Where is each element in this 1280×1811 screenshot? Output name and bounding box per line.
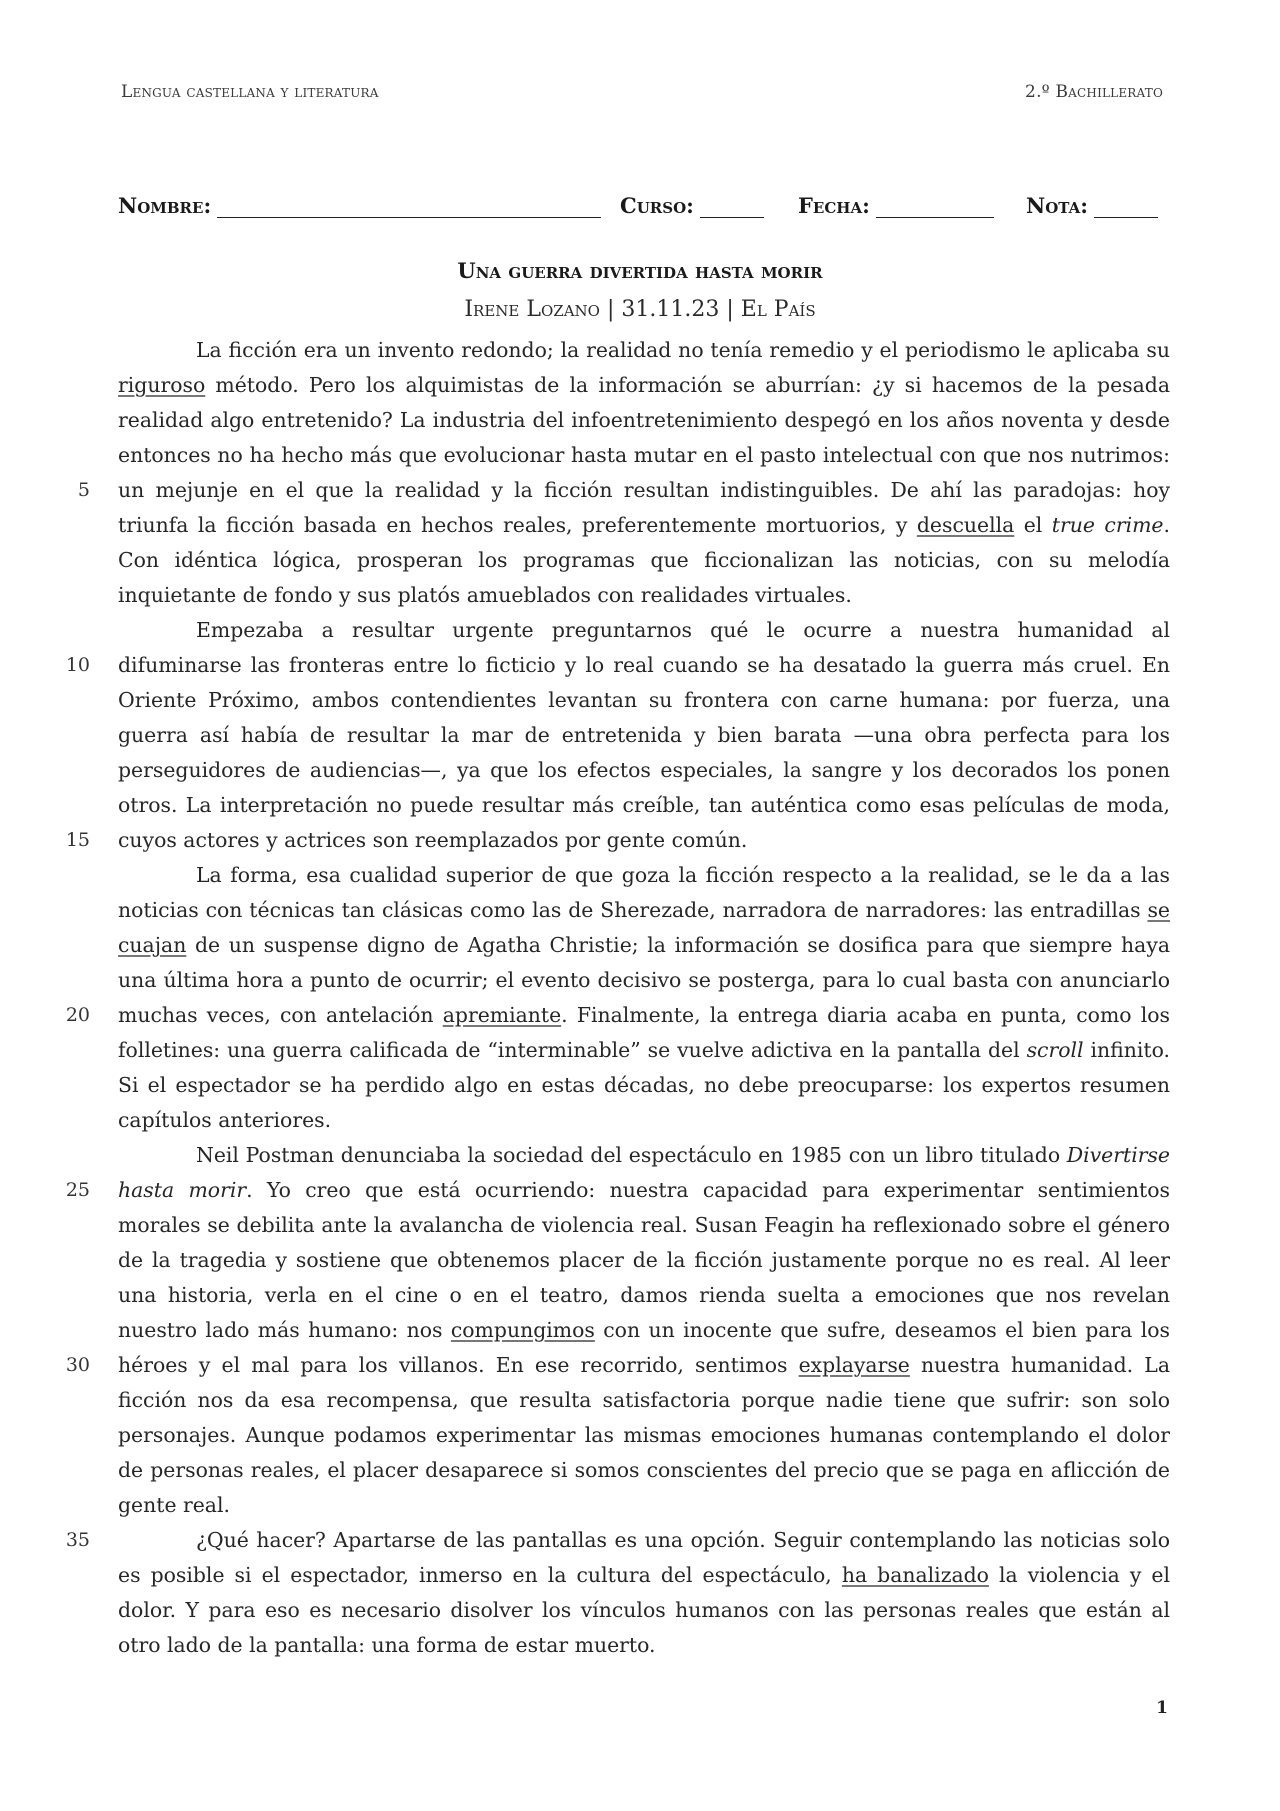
byline-separator: | [726, 297, 734, 322]
underlined-word: se cuajan [118, 898, 1170, 957]
course-blank[interactable] [700, 196, 764, 218]
text-run: método. Pero los alquimistas de la información se aburrían: ¿y si hacemos de la pesada realidad algo entretenido? La industria del infoentretenimiento despegó en los años noventa y desde entonces no ha hecho más que evolucionar hasta mutar en el pasto intelectual con que nos nutrimos: un mejunje en el que la realidad y la ficción resultan indistinguibles. De ahí las paradojas: hoy triunfa la ficción basada en hechos reales, preferentemente mortuorios, y [118, 373, 1170, 537]
running-head-subject: Lengua castellana y literatura [121, 82, 379, 102]
student-form-row [118, 193, 1170, 223]
course-field [620, 193, 764, 218]
grade-field [1026, 193, 1158, 218]
name-blank[interactable] [217, 196, 601, 218]
text-run: infinito. Si el espectador se ha perdido algo en estas décadas, no debe preocuparse: los expertos resumen capítulos anteriores. [118, 1038, 1170, 1132]
date-field [798, 193, 994, 218]
article-source: El País [740, 297, 816, 322]
article-byline [0, 297, 1280, 322]
name-field [118, 193, 601, 218]
text-run: con un inocente que sufre, deseamos el bien para los héroes y el mal para los villanos. En ese recorrido, sentimos [118, 1318, 1170, 1377]
paragraph-2: Empezaba a resultar urgente preguntarnos qué le ocurre a nuestra humanidad al difuminarse las fronteras entre lo ficticio y lo real cuando se ha desatado la guerra más cruel. En Oriente Próximo, ambos contendientes levantan su frontera con carne humana: por fuerza, una guerra así había de resultar la mar de entretenida y bien barata —una obra perfecta para los perseguidores de audiencias—, ya que los efectos especiales, la sangre y los decorados los ponen otros. La interpretación no puede resultar más creíble, tan auténtica como esas películas de moda, cuyos actores y actrices son reemplazados por gente común. [118, 618, 1170, 852]
underlined-word: ha banalizado [841, 1563, 989, 1587]
page-number: 1 [1156, 1698, 1168, 1718]
text-run: La forma, esa cualidad superior de que goza la ficción respecto a la realidad, se le da a las noticias con técnicas tan clásicas como las de Sherezade, narradora de narradores: las entradillas [118, 863, 1170, 922]
line-number: 25 [65, 1179, 90, 1201]
grade-blank[interactable] [1094, 196, 1158, 218]
line-number: 35 [65, 1529, 90, 1551]
running-head-level: 2.º Bachillerato [1025, 82, 1163, 102]
line-number: 10 [65, 654, 90, 676]
italic-term: true crime [1051, 513, 1164, 537]
article-title: Una guerra divertida hasta morir [457, 258, 823, 283]
text-run: . Yo creo que está ocurriendo: nuestra capacidad para experimentar sentimientos morales se debilita ante la avalancha de violencia real. Susan Feagin ha reflexionado sobre el género de la tragedia y sostiene que obtenemos placer de la ficción justamente porque no es real. Al leer una historia, verla en el cine o en el teatro, damos rienda suelta a emociones que nos revelan nuestro lado más humano: nos [118, 1178, 1170, 1342]
italic-term: Divertirse hasta morir [118, 1143, 1170, 1202]
text-run: . Con idéntica lógica, prosperan los programas que ficcionalizan las noticias, con su melodía inquietante de fondo y sus platós amueblados con realidades virtuales. [118, 513, 1170, 607]
text-run: Neil Postman denunciaba la sociedad del espectáculo en 1985 con un libro titulado [196, 1143, 1067, 1167]
name-label: Nombre: [118, 193, 212, 218]
text-run: nuestra humanidad. La ficción nos da esa recompensa, que resulta satisfactoria porque nadie tiene que sufrir: son solo personajes. Aunque podamos experimentar las mismas emociones humanas contemplando el dolor de personas reales, el placer desaparece si somos conscientes del precio que se paga en aflicción de gente real. [118, 1353, 1170, 1517]
underlined-word: riguroso [118, 373, 206, 397]
article-body [118, 333, 1170, 1663]
paragraph-4 [118, 1138, 1170, 1523]
underlined-word: apremiante [442, 1003, 562, 1027]
byline-separator: | [606, 297, 615, 322]
course-label: Curso: [620, 193, 694, 218]
paragraph-5 [118, 1523, 1170, 1663]
article-author: Irene Lozano [464, 297, 600, 322]
underlined-word: descuella [916, 513, 1015, 537]
text-run: La ficción era un invento redondo; la realidad no tenía remedio y el periodismo le aplicaba su [196, 338, 1170, 362]
paragraph-1 [118, 333, 1170, 613]
date-label: Fecha: [798, 193, 870, 218]
text-run: de un suspense digno de Agatha Christie; la información se dosifica para que siempre haya una última hora a punto de ocurrir; el evento decisivo se posterga, para lo cual basta con anunciarlo muchas veces, con antelación [118, 933, 1170, 1027]
article-date: 31.11.23 [621, 297, 720, 322]
text-run: ¿Qué hacer? Apartarse de las pantallas es una opción. Seguir contemplando las noticias solo es posible si el espectador, inmerso en la cultura del espectáculo, [118, 1528, 1170, 1587]
paragraph-3 [118, 858, 1170, 1138]
underlined-word: explayarse [798, 1353, 910, 1377]
line-number: 5 [77, 479, 90, 501]
line-number: 20 [65, 1004, 90, 1026]
italic-term: scroll [1026, 1038, 1084, 1062]
line-number: 30 [65, 1354, 90, 1376]
underlined-word: compungimos [450, 1318, 595, 1342]
grade-label: Nota: [1026, 193, 1088, 218]
line-number: 15 [65, 829, 90, 851]
text-run: la violencia y el dolor. Y para eso es necesario disolver los vínculos humanos con las personas reales que están al otro lado de la pantalla: una forma de estar muerto. [118, 1563, 1171, 1657]
text-run: . Finalmente, la entrega diaria acaba en punta, como los folletines: una guerra calificada de “interminable” se vuelve adictiva en la pantalla del [118, 1003, 1170, 1062]
text-run: el [1014, 513, 1052, 537]
date-blank[interactable] [876, 196, 994, 218]
